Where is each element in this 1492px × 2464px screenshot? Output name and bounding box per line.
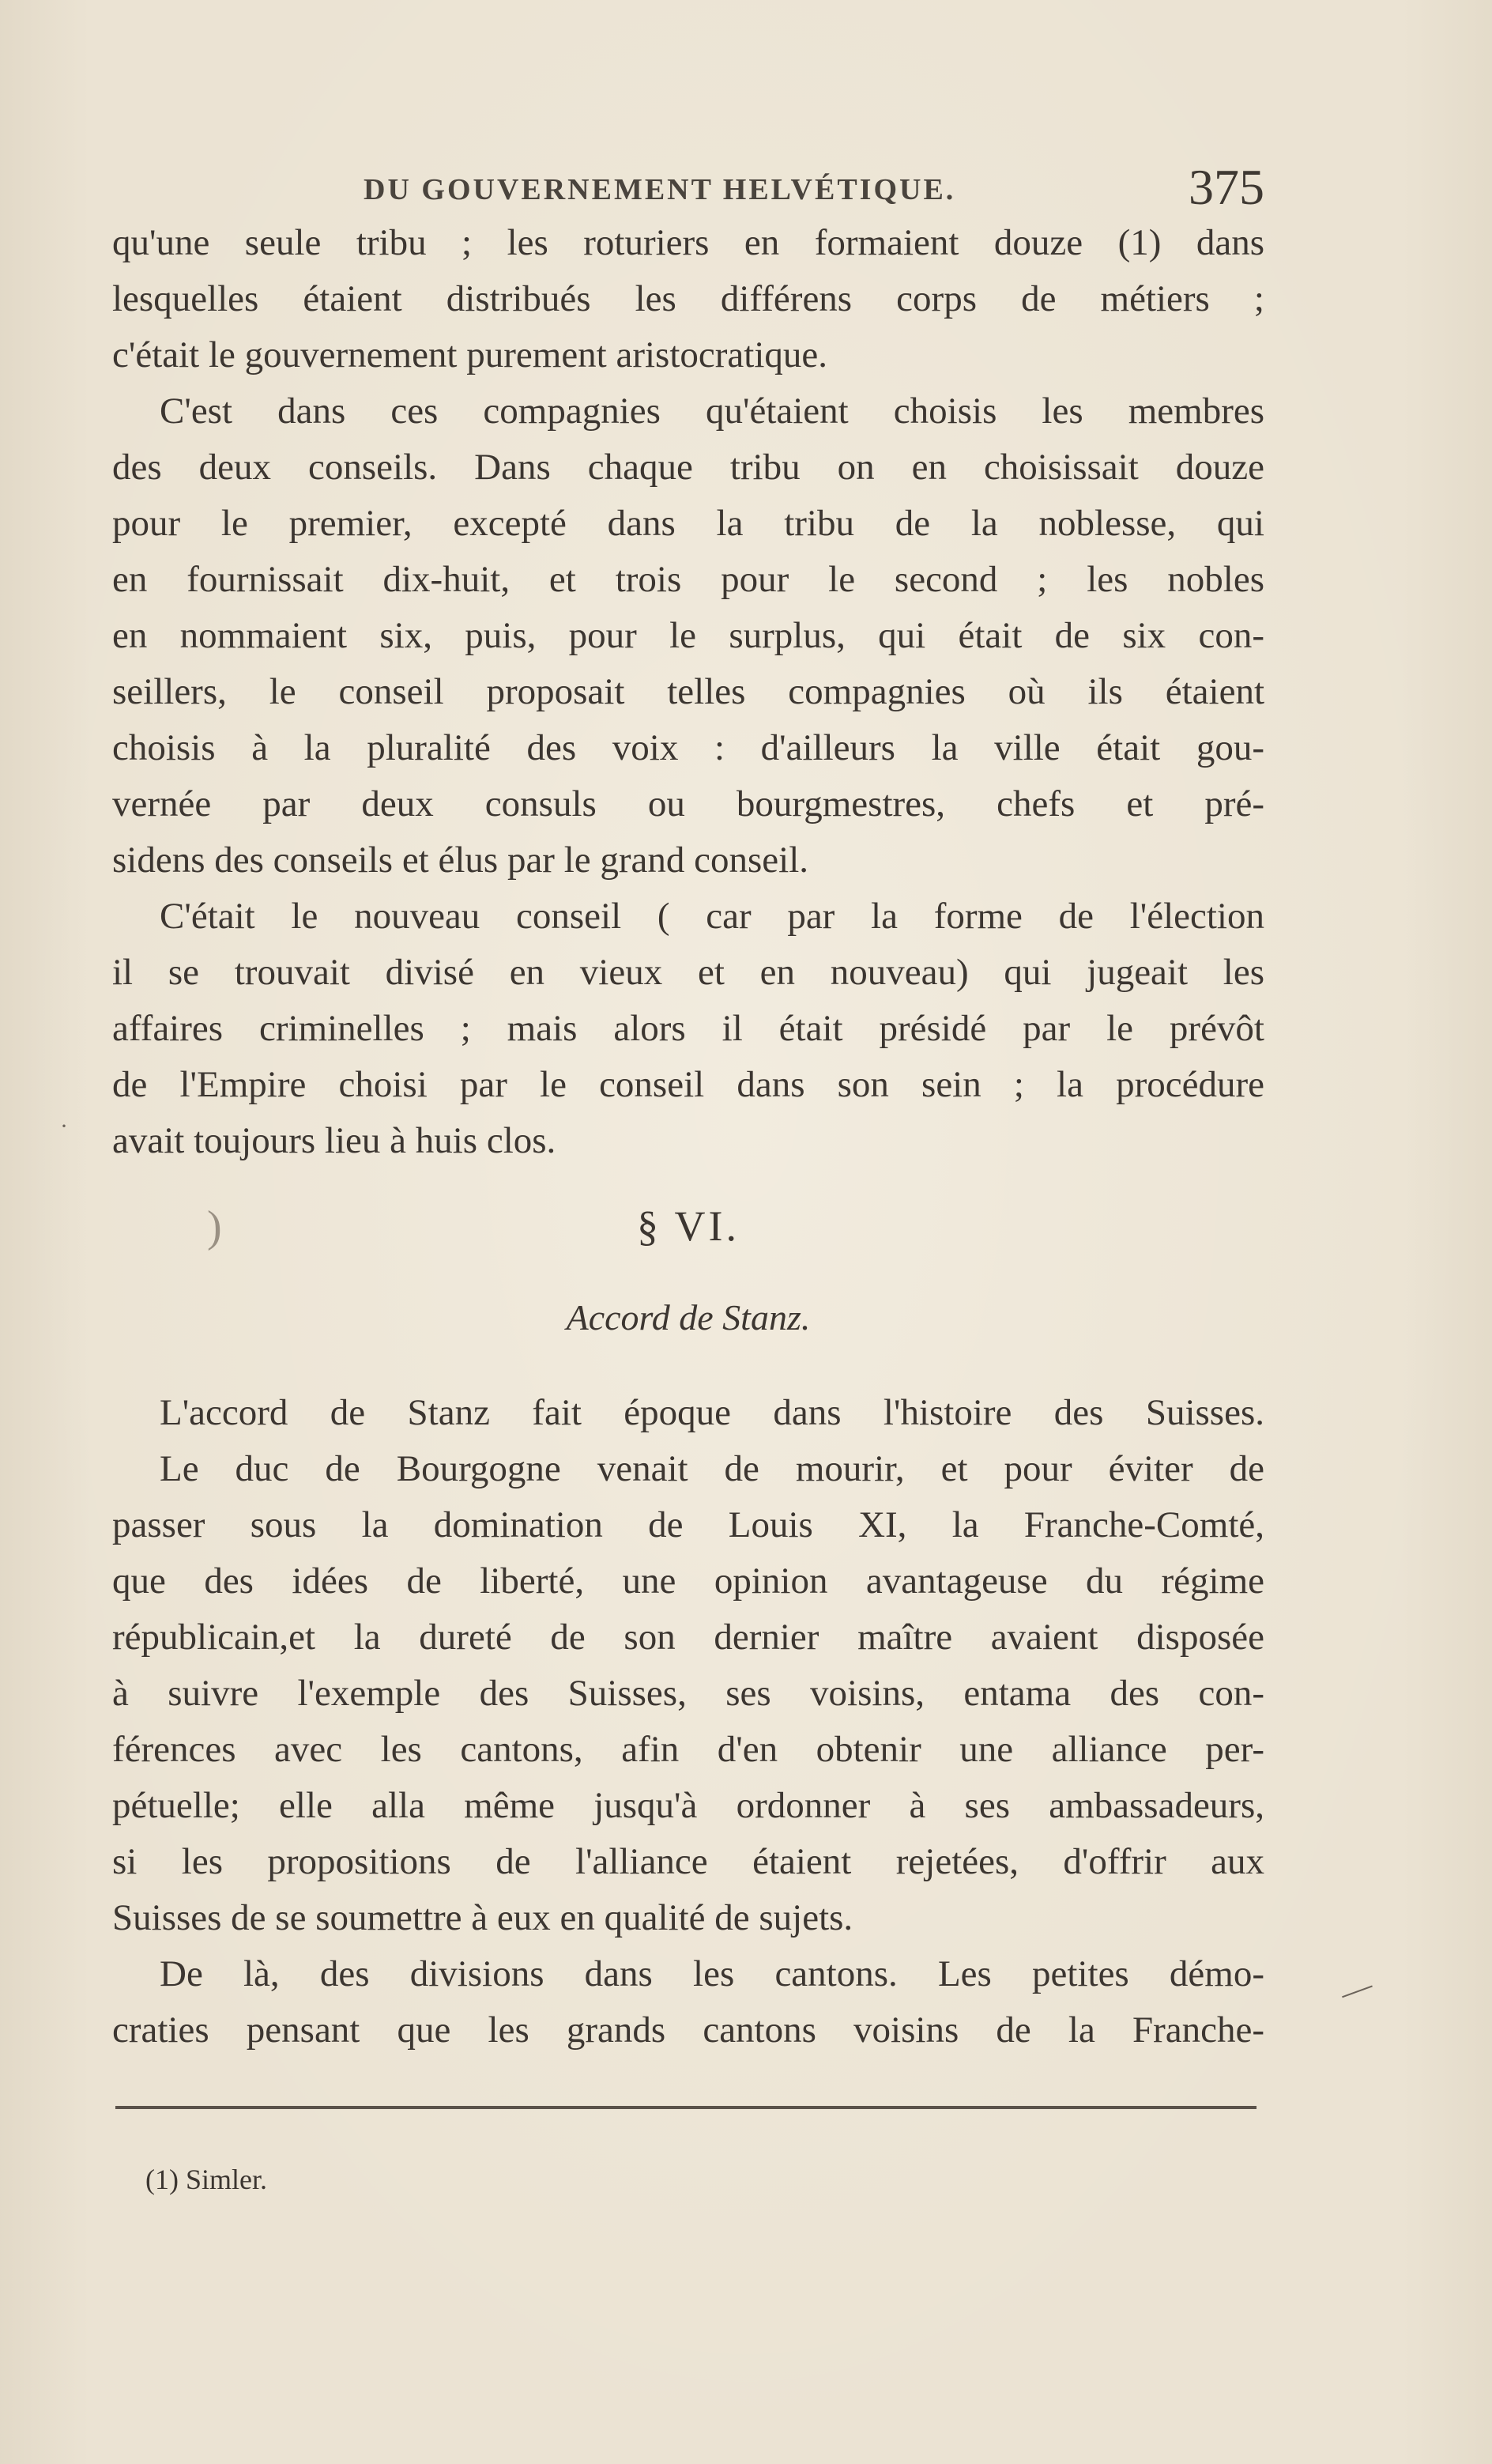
text-line: pour le premier, excepté dans la tribu de la noblesse, qui (112, 503, 1264, 544)
page-header (112, 158, 1264, 213)
text-line: en fournissait dix-huit, et trois pour le second ; les nobles (112, 559, 1264, 600)
text-line: Suisses de se soumettre à eux en qualité de sujets. (112, 1897, 853, 1938)
section-number: § VI. (636, 1202, 740, 1250)
footnote: (1) Simler. (145, 2164, 267, 2195)
section-title: Accord de Stanz. (566, 1297, 811, 1338)
text-line: vernée par deux consuls ou bourgmestres, chefs et pré- (112, 783, 1264, 824)
text-line: seillers, le conseil proposait telles compagnies où ils étaient (112, 671, 1264, 712)
text-line: à suivre l'exemple des Suisses, ses voisins, entama des con- (112, 1673, 1264, 1714)
text-line: républicain,et la dureté de son dernier maître avaient disposée (112, 1617, 1264, 1658)
margin-dot-mark: · (60, 1113, 68, 1139)
text-line: Le duc de Bourgogne venait de mourir, et pour éviter de (160, 1448, 1264, 1489)
running-title: DU GOUVERNEMENT HELVÉTIQUE. (364, 173, 956, 206)
text-line: C'est dans ces compagnies qu'étaient choisis les membres (160, 391, 1264, 432)
margin-bleed-mark: ) (207, 1202, 222, 1251)
margin-pencil-mark: — (1335, 1966, 1377, 2011)
text-line: L'accord de Stanz fait époque dans l'histoire des Suisses. (160, 1392, 1264, 1433)
text-line: il se trouvait divisé en vieux et en nouveau) qui jugeait les (112, 952, 1264, 993)
text-line: affaires criminelles ; mais alors il était présidé par le prévôt (112, 1008, 1264, 1049)
page-number: 375 (1189, 159, 1264, 215)
text-line: c'était le gouvernement purement aristocratique. (112, 334, 828, 375)
text-line: choisis à la pluralité des voix : d'ailleurs la ville était gou- (112, 727, 1264, 768)
text-line: en nommaient six, puis, pour le surplus, qui était de six con- (112, 615, 1264, 656)
text-line: lesquelles étaient distribués les différens corps de métiers ; (112, 278, 1264, 319)
text-line: avait toujours lieu à huis clos. (112, 1120, 556, 1161)
body-text-top (112, 215, 1264, 1169)
text-line: qu'une seule tribu ; les roturiers en formaient douze (1) dans (112, 222, 1264, 263)
text-line: craties pensant que les grands cantons voisins de la Franche- (112, 2009, 1264, 2051)
text-line: férences avec les cantons, afin d'en obtenir une alliance per- (112, 1729, 1264, 1770)
text-line: C'était le nouveau conseil ( car par la forme de l'élection (160, 896, 1264, 937)
text-line: si les propositions de l'alliance étaient rejetées, d'offrir aux (112, 1841, 1264, 1882)
footnote-divider (115, 2106, 1257, 2109)
text-line: sidens des conseils et élus par le grand conseil. (112, 840, 809, 881)
body-text-bottom (112, 1385, 1264, 2058)
text-line: De là, des divisions dans les cantons. Les petites démo- (160, 1953, 1264, 1994)
text-line: de l'Empire choisi par le conseil dans son sein ; la procédure (112, 1064, 1264, 1105)
text-line: pétuelle; elle alla même jusqu'à ordonner à ses ambassadeurs, (112, 1785, 1264, 1826)
text-line: que des idées de liberté, une opinion avantageuse du régime (112, 1560, 1264, 1602)
text-line: des deux conseils. Dans chaque tribu on en choisissait douze (112, 447, 1264, 488)
text-line: passer sous la domination de Louis XI, la Franche-Comté, (112, 1504, 1264, 1545)
